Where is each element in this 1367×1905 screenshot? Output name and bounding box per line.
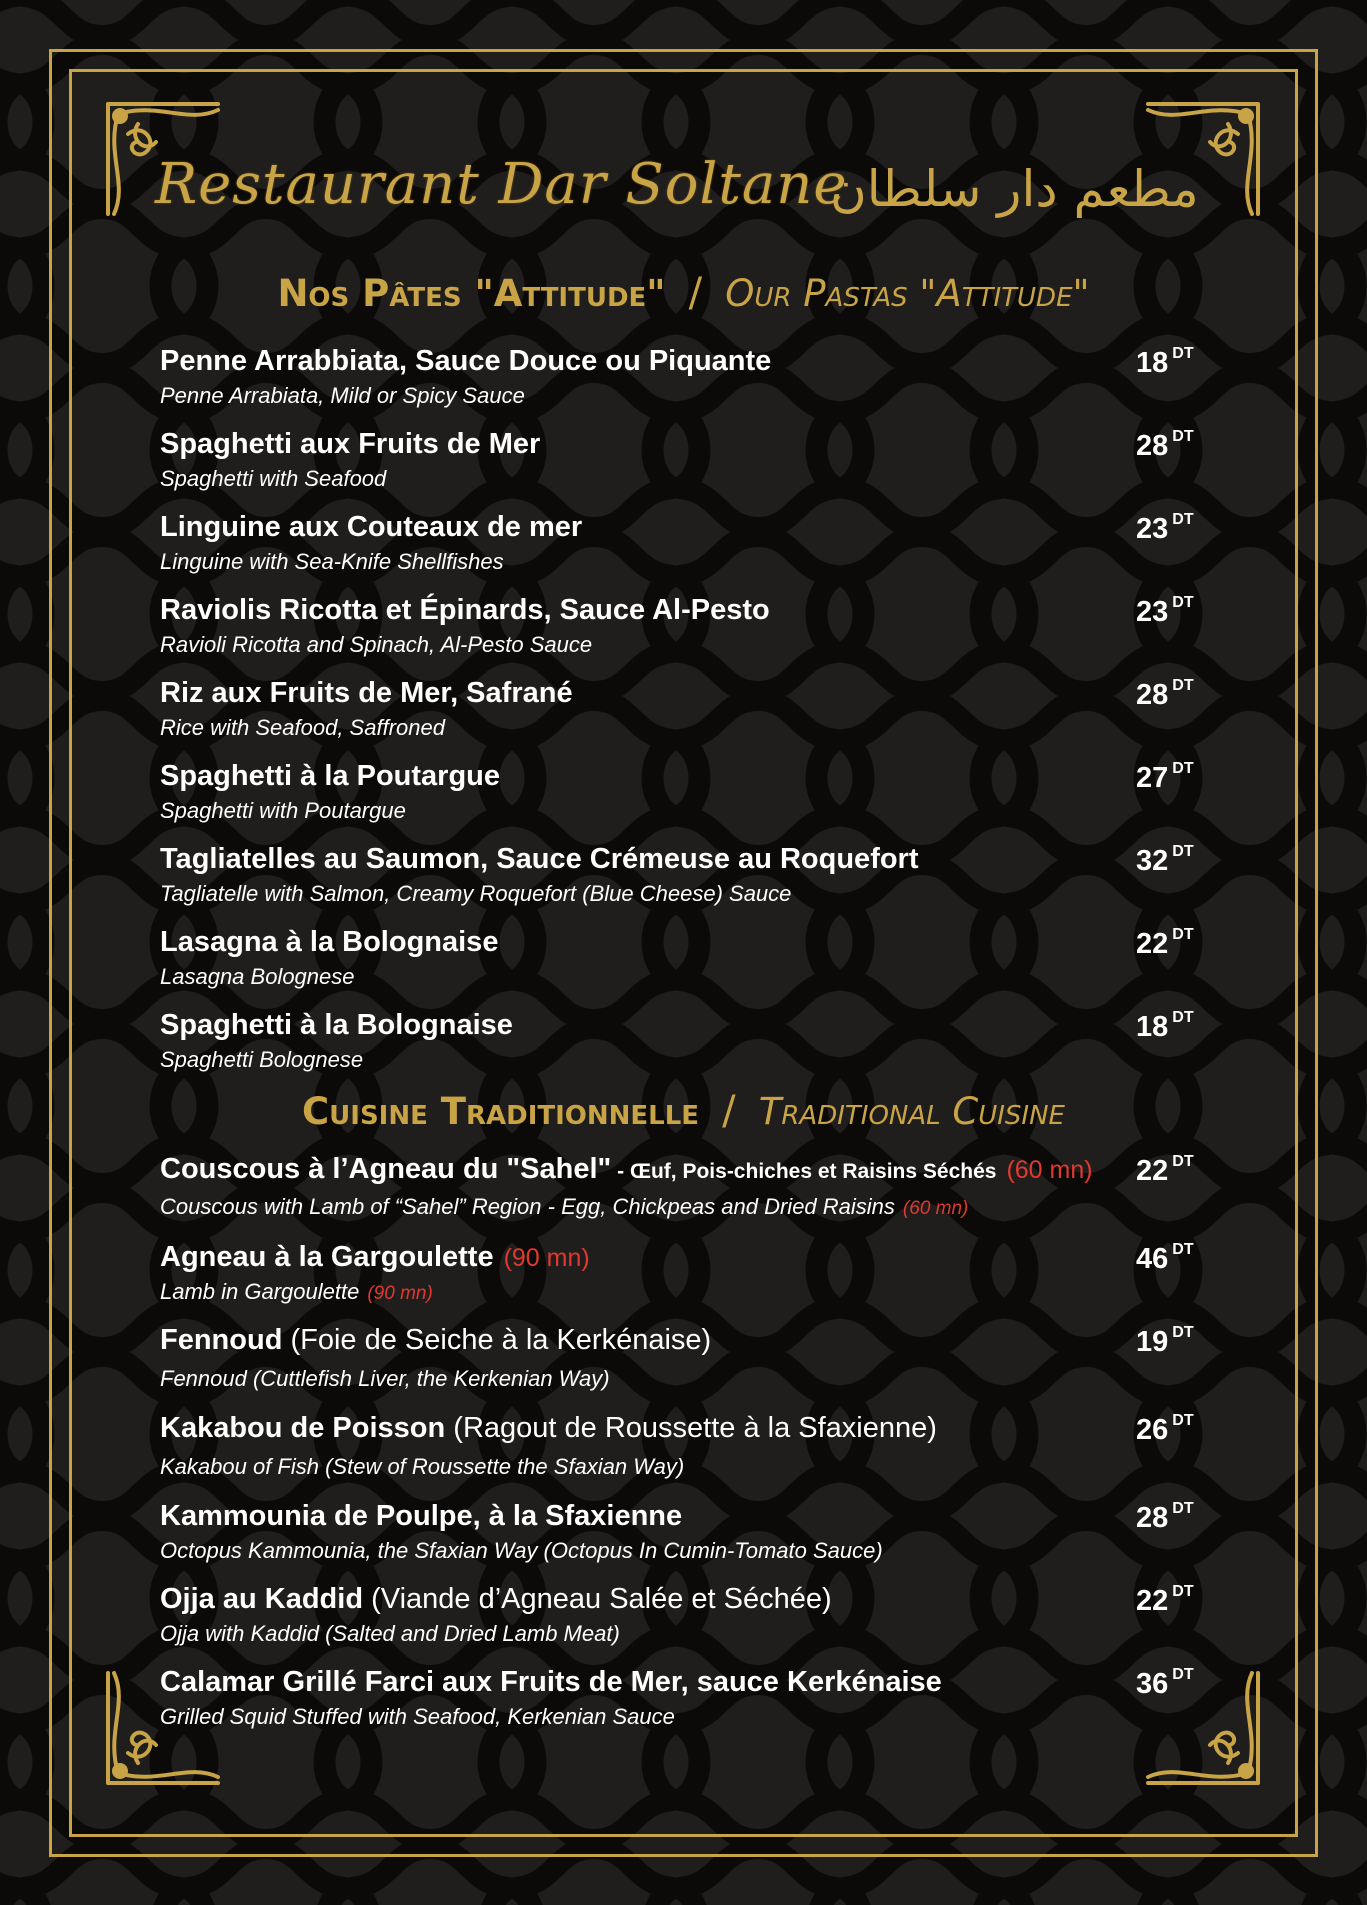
item-description: Spaghetti with Poutargue <box>160 798 406 823</box>
prep-time: (60 mn) <box>1006 1156 1093 1184</box>
menu-item <box>160 1583 1200 1659</box>
item-name: Kammounia de Poulpe, à la Sfaxienne <box>160 1500 683 1532</box>
item-price: 18 $^{DT}$ <box>1136 345 1194 379</box>
item-name: Riz aux Fruits de Mer, Safrané <box>160 677 573 709</box>
menu-item <box>160 843 1200 919</box>
menu-item <box>160 760 1200 836</box>
prep-time: (60 mn) <box>902 1198 969 1219</box>
item-name: Calamar Grillé Farci aux Fruits de Mer, sauce Kerkénaise <box>160 1666 942 1698</box>
item-description: Couscous with Lamb of “Sahel” Region - Egg, Chickpeas and Dried Raisins (60 mn) <box>160 1194 969 1219</box>
section-title-en: Traditional Cuisine <box>758 1090 1065 1133</box>
item-name: Linguine aux Couteaux de mer <box>160 511 583 543</box>
item-price: 27 $^{DT}$ <box>1136 760 1194 794</box>
menu-item <box>160 511 1200 587</box>
item-name: Fennoud (Foie de Seiche à la Kerkénaise) <box>160 1324 712 1356</box>
item-description: Kakabou of Fish (Stew of Roussette the Sfaxian Way) <box>160 1454 685 1479</box>
item-description: Grilled Squid Stuffed with Seafood, Kerkenian Sauce <box>160 1704 675 1729</box>
item-price: 22 $^{DT}$ <box>1136 926 1194 960</box>
item-description: Ojja with Kaddid (Salted and Dried Lamb Meat) <box>160 1621 620 1646</box>
section-separator: / <box>722 1088 736 1134</box>
section-title-fr: Nos Pâtes "Attitude" <box>277 272 666 315</box>
item-name: Raviolis Ricotta et Épinards, Sauce Al-Pesto <box>160 594 770 626</box>
item-price: 32 $^{DT}$ <box>1136 843 1194 877</box>
menu-item <box>160 594 1200 670</box>
item-name: Spaghetti aux Fruits de Mer <box>160 428 541 460</box>
menu-item <box>160 677 1200 753</box>
item-name: Agneau à la Gargoulette (90 mn) <box>160 1241 590 1273</box>
menu-item <box>160 1153 1200 1229</box>
item-description: Spaghetti with Seafood <box>160 466 387 491</box>
item-description: Lasagna Bolognese <box>160 964 355 989</box>
item-description: Lamb in Gargoulette (90 mn) <box>160 1279 433 1304</box>
restaurant-name-arabic: مطعم دار سلطان <box>830 160 1199 218</box>
item-price: 28 $^{DT}$ <box>1136 677 1194 711</box>
item-price: 28 $^{DT}$ <box>1136 428 1194 462</box>
menu-item <box>160 1009 1200 1085</box>
item-name: Kakabou de Poisson (Ragout de Roussette à la Sfaxienne) <box>160 1412 937 1444</box>
item-name: Lasagna à la Bolognaise <box>160 926 499 958</box>
item-description: Tagliatelle with Salmon, Creamy Roquefort (Blue Cheese) Sauce <box>160 881 792 906</box>
section-separator: / <box>688 270 703 316</box>
menu-item <box>160 1666 1200 1742</box>
item-description: Fennoud (Cuttlefish Liver, the Kerkenian Way) <box>160 1366 610 1391</box>
section-title-fr: Cuisine Traditionnelle <box>302 1090 700 1133</box>
item-price: 28 $^{DT}$ <box>1136 1500 1194 1534</box>
item-description: Penne Arrabiata, Mild or Spicy Sauce <box>160 383 525 408</box>
menu-item <box>160 345 1200 421</box>
item-description: Rice with Seafood, Saffroned <box>160 715 445 740</box>
section-title-en: Our Pastas "Attitude" <box>725 272 1090 315</box>
item-description: Linguine with Sea-Knife Shellfishes <box>160 549 504 574</box>
item-price: 23 $^{DT}$ <box>1136 511 1194 545</box>
item-price: 26 $^{DT}$ <box>1136 1412 1194 1446</box>
item-price: 46 $^{DT}$ <box>1136 1241 1194 1275</box>
item-name: Penne Arrabbiata, Sauce Douce ou Piquante <box>160 345 772 377</box>
item-description: Ravioli Ricotta and Spinach, Al-Pesto Sauce <box>160 632 593 657</box>
item-description: Spaghetti Bolognese <box>160 1047 364 1072</box>
prep-time: (90 mn) <box>503 1244 590 1272</box>
item-name: Spaghetti à la Bolognaise <box>160 1009 513 1041</box>
item-price: 36 $^{DT}$ <box>1136 1666 1194 1700</box>
item-name: Ojja au Kaddid (Viande d’Agneau Salée et Séchée) <box>160 1583 832 1615</box>
item-description: Octopus Kammounia, the Sfaxian Way (Octopus In Cumin-Tomato Sauce) <box>160 1538 883 1563</box>
restaurant-name: Restaurant Dar Soltane <box>155 152 848 217</box>
section-title-pastas <box>0 270 1367 316</box>
item-name: Spaghetti à la Poutargue <box>160 760 500 792</box>
prep-time: (90 mn) <box>367 1283 433 1304</box>
item-price: 18 $^{DT}$ <box>1136 1009 1194 1043</box>
section-title-traditional <box>0 1088 1367 1134</box>
menu-item <box>160 926 1200 1002</box>
menu-item <box>160 1412 1200 1488</box>
item-price: 22 $^{DT}$ <box>1136 1153 1194 1187</box>
menu-item <box>160 1500 1200 1576</box>
menu-item <box>160 1324 1200 1400</box>
item-price: 23 $^{DT}$ <box>1136 594 1194 628</box>
menu-item <box>160 1241 1200 1317</box>
item-price: 22 $^{DT}$ <box>1136 1583 1194 1617</box>
item-price: 19 $^{DT}$ <box>1136 1324 1194 1358</box>
item-name: Tagliatelles au Saumon, Sauce Crémeuse au Roquefort <box>160 843 919 875</box>
item-name: Couscous à l’Agneau du "Sahel" - Œuf, Pois-chiches et Raisins Séchés (60 mn) <box>160 1153 1093 1185</box>
menu-item <box>160 428 1200 504</box>
